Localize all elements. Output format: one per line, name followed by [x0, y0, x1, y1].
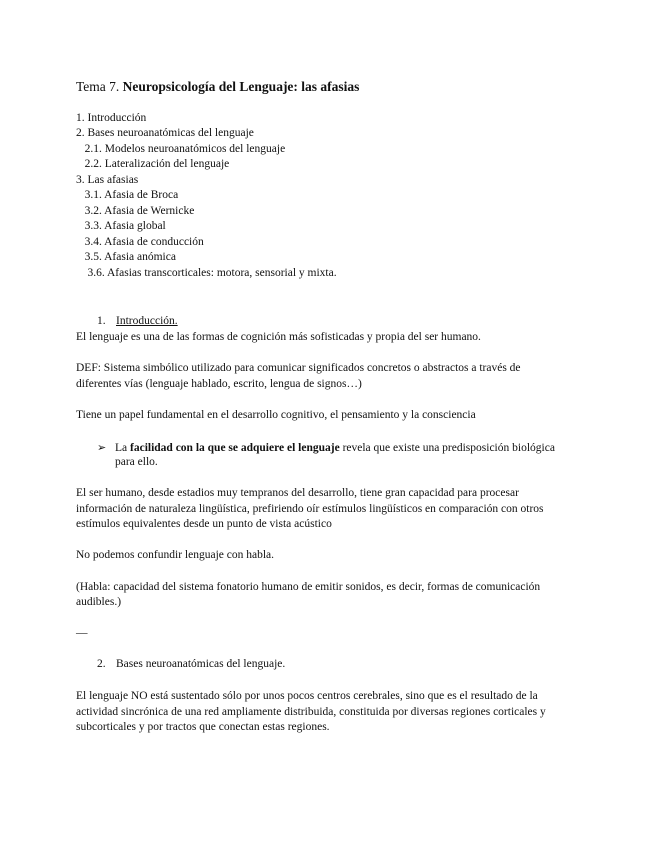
section-title: Bases neuroanatómicas del lenguaje. — [116, 658, 286, 670]
section-1-heading — [97, 314, 178, 329]
bullet-bold-text: facilidad con la que se adquiere el lenguaje — [130, 442, 340, 454]
bullet-text: revela que existe una predisposición biológica — [339, 442, 555, 454]
paragraph-line: información de naturaleza lingüística, prefiriendo oír estímulos lingüísticos en comparación con otros — [76, 503, 544, 515]
toc-item: 2.1. Modelos neuroanatómicos del lenguaje — [76, 143, 286, 155]
toc-item: 3.3. Afasia global — [76, 220, 166, 232]
paragraph: No podemos confundir lenguaje con habla. — [76, 549, 274, 561]
toc-item: 3.2. Afasia de Wernicke — [76, 205, 195, 217]
toc-item: 3.1. Afasia de Broca — [76, 189, 179, 201]
paragraph-line: El ser humano, desde estadios muy tempranos del desarrollo, tiene gran capacidad para procesar — [76, 487, 519, 499]
toc-item: 3. Las afasias — [76, 174, 139, 186]
paragraph-line: audibles.) — [76, 596, 122, 608]
definition-line: diferentes vías (lenguaje hablado, escrito, lengua de signos…) — [76, 378, 362, 390]
arrow-bullet-icon: ➢ — [97, 441, 107, 454]
paragraph-line: (Habla: capacidad del sistema fonatorio humano de emitir sonidos, es decir, formas de comunicación — [76, 581, 541, 593]
paragraph: El lenguaje es una de las formas de cognición más sofisticadas y propia del ser humano. — [76, 331, 481, 343]
bullet-text: La — [115, 442, 131, 454]
toc-item: 2.2. Lateralización del lenguaje — [76, 158, 230, 170]
definition-line: DEF: Sistema simbólico utilizado para comunicar significados concretos o abstractos a través de — [76, 362, 521, 374]
paragraph: Tiene un papel fundamental en el desarrollo cognitivo, el pensamiento y la consciencia — [76, 409, 476, 421]
document-title — [76, 78, 359, 95]
toc-item: 3.4. Afasia de conducción — [76, 236, 204, 248]
section-2-heading — [97, 657, 285, 672]
section-number: 1. — [97, 315, 106, 327]
bullet-item — [97, 440, 555, 456]
section-title: Introducción. — [116, 315, 178, 327]
paragraph-line: actividad sincrónica de una red ampliamente distribuida, constituida por diversas regiones corticales y — [76, 706, 546, 718]
toc-item: 2. Bases neuroanatómicas del lenguaje — [76, 127, 254, 139]
toc-item: 3.5. Afasia anómica — [76, 251, 176, 263]
title-bold: Neuropsicología del Lenguaje: las afasias — [122, 79, 360, 94]
paragraph-line: estímulos equivalentes desde un punto de vista acústico — [76, 518, 332, 530]
bullet-continuation: para ello. — [115, 456, 158, 468]
paragraph-line: El lenguaje NO está sustentado sólo por unos pocos centros cerebrales, sino que es el resultado de la — [76, 690, 538, 702]
toc-item: 3.6. Afasias transcorticales: motora, sensorial y mixta. — [76, 267, 337, 279]
divider: — — [76, 627, 88, 639]
paragraph-line: subcorticales y por tractos que conectan estas regiones. — [76, 721, 330, 733]
section-number: 2. — [97, 658, 106, 670]
title-prefix: Tema 7. — [76, 79, 123, 94]
toc-item: 1. Introducción — [76, 112, 147, 124]
